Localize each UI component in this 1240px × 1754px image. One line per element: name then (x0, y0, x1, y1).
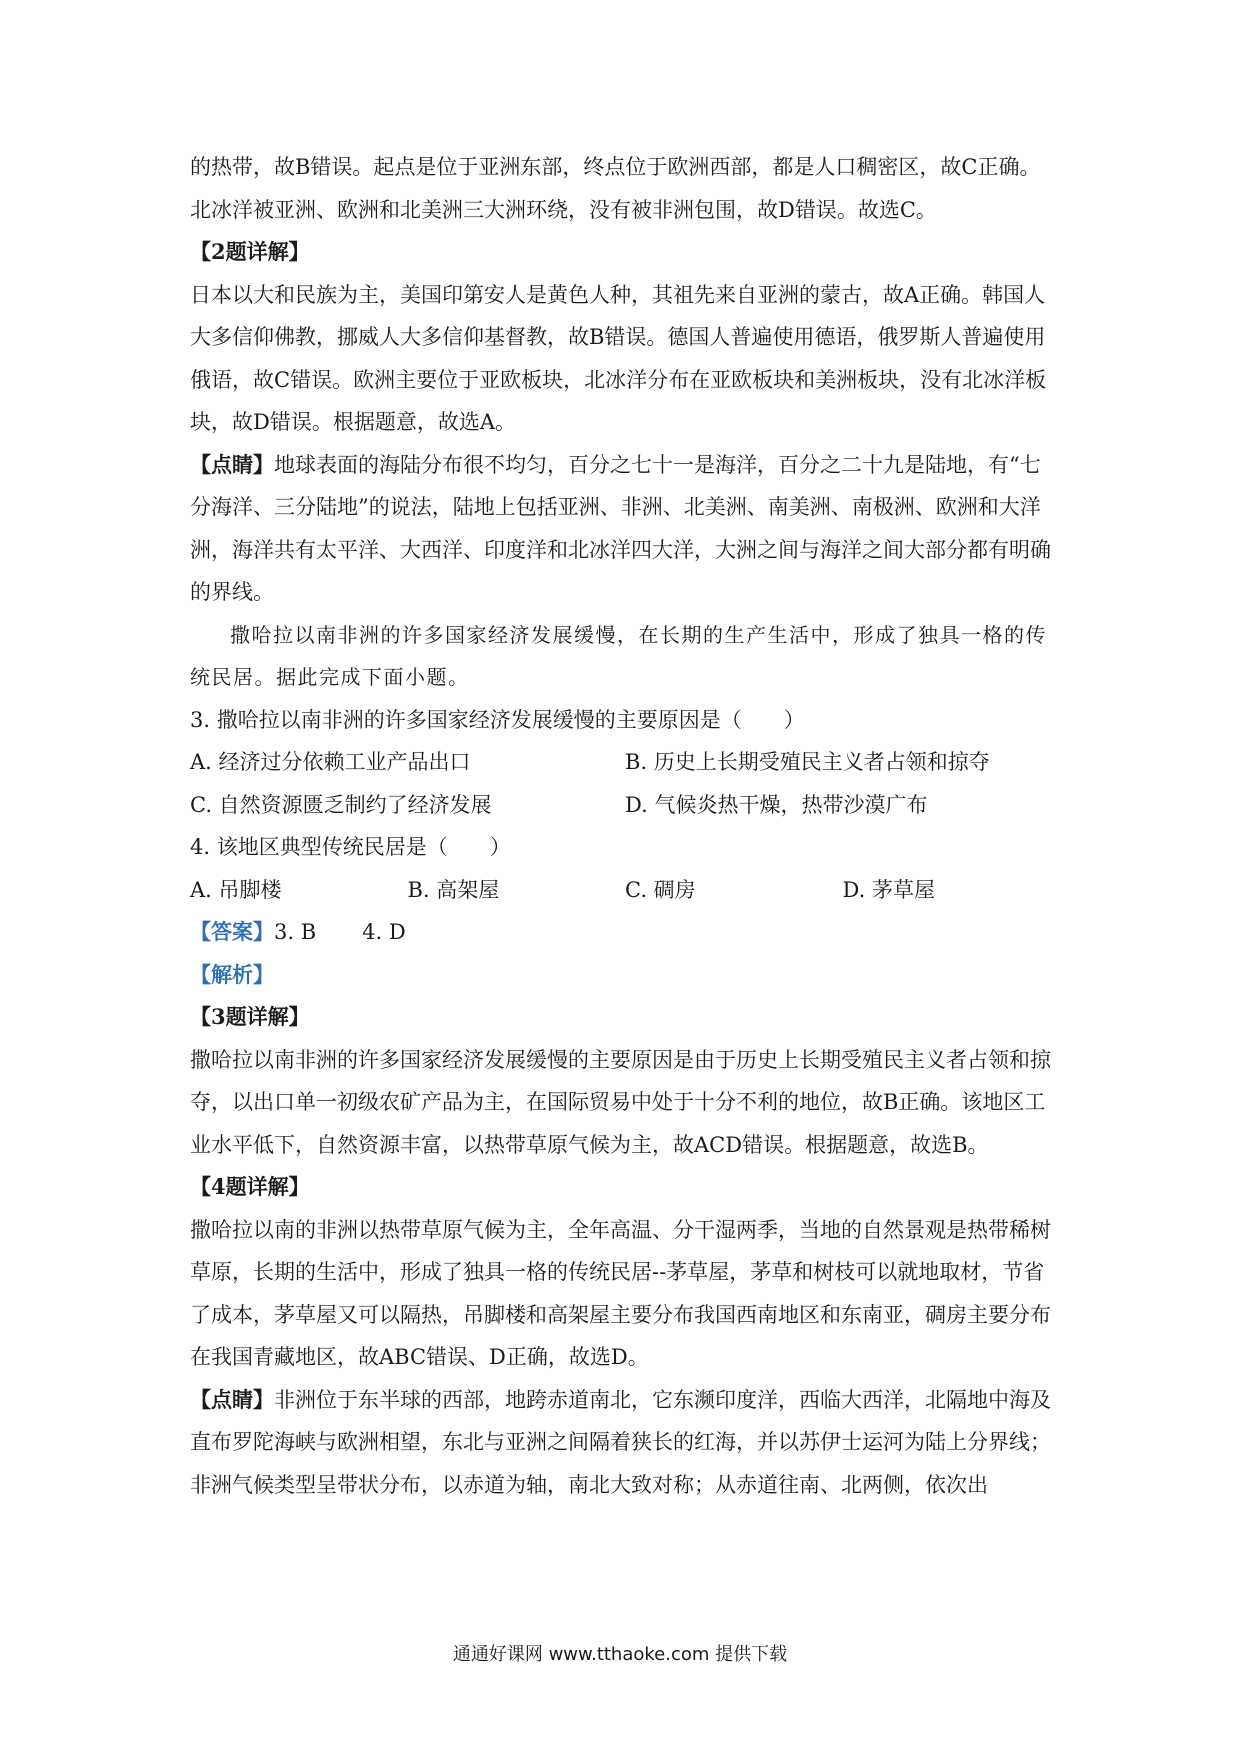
paragraph: 日本以大和民族为主，美国印第安人是黄色人种，其祖先来自亚洲的蒙古，故A正确。韩国人大多信仰佛教，挪威人大多信仰基督教，故B错误。德国人普遍使用德语，俄罗斯人普遍使用俄语，故C错误。欧洲主要位于亚欧板块，北冰洋分布在亚欧板块和美洲板块，没有北冰洋板块，故D错误。根据题意，故选A。 (190, 282, 1047, 434)
section-heading: 【4题详解】 (190, 1174, 310, 1199)
passage: 撒哈拉以南非洲的许多国家经济发展缓慢，在长期的生产生活中，形成了独具一格的传统民居。据此完成下面小题。 (190, 622, 1047, 689)
option-3c: C. 自然资源匮乏制约了经济发展 (190, 792, 492, 817)
page-footer: 通通好课网 www.tthaoke.com 提供下载 (452, 1644, 788, 1665)
question-4: 4. 该地区典型传统民居是（ ） (190, 835, 511, 859)
paragraph: 的热带，故B错误。起点是位于亚洲东部，终点位于欧洲西部，都是人口稠密区，故C正确。北冰洋被亚洲、欧洲和北美洲三大洲环绕，没有被非洲包围，故D错误。故选C。 (190, 155, 1041, 222)
options-row (190, 869, 1060, 912)
tip-label: 【点睛】 (190, 1386, 274, 1412)
tip-text: 非洲位于东半球的西部，地跨赤道南北，它东濒印度洋，西临大西洋，北隔地中海及直布罗陀海峡与欧洲相望，东北与亚洲之间隔着狭长的红海，并以苏伊士运河为陆上分界线；非洲气候类型呈带状分布，以赤道为轴，南北大致对称；从赤道往南、北两侧，依次出 (190, 1387, 1051, 1497)
option-3d: D. 气候炎热干燥，热带沙漠广布 (625, 792, 928, 817)
answer-3: 3. B (274, 920, 317, 944)
option-4a: A. 吊脚楼 (190, 877, 282, 902)
analysis-label: 【解析】 (190, 961, 274, 987)
options-row (190, 741, 1060, 784)
section-heading: 【2题详解】 (190, 239, 310, 264)
document-body (190, 146, 1060, 1506)
answer-label: 【答案】 (190, 919, 274, 944)
option-4b: B. 高架屋 (407, 877, 500, 902)
question-3: 3. 撒哈拉以南非洲的许多国家经济发展缓慢的主要原因是（ ） (190, 707, 805, 732)
tip-text: 地球表面的海陆分布很不均匀，百分之七十一是海洋，百分之二十九是陆地，有“七分海洋、三分陆地”的说法，陆地上包括亚洲、非洲、北美洲、南美洲、南极洲、欧洲和大洋洲，海洋共有太平洋、大西洋、印度洋和北冰洋四大洋，大洲之间与海洋之间大部分都有明确的界线。 (190, 452, 1051, 604)
option-4c: C. 碉房 (625, 877, 696, 902)
tip-label: 【点睛】 (190, 451, 274, 477)
options-row (190, 784, 1060, 827)
paragraph: 撒哈拉以南的非洲以热带草原气候为主，全年高温、分干湿两季，当地的自然景观是热带稀树草原，长期的生活中，形成了独具一格的传统民居--茅草屋，茅草和树枝可以就地取材，节省了成本，茅草屋又可以隔热，吊脚楼和高架屋主要分布我国西南地区和东南亚，碉房主要分布在我国青藏地区，故ABC错误、D正确，故选D。 (190, 1217, 1051, 1369)
option-4d: D. 茅草屋 (842, 877, 935, 902)
option-3a: A. 经济过分依赖工业产品出口 (190, 750, 471, 774)
answer-4: 4. D (362, 920, 406, 944)
section-heading: 【3题详解】 (190, 1004, 310, 1029)
option-3b: B. 历史上长期受殖民主义者占领和掠夺 (625, 750, 990, 774)
tip-paragraph (190, 444, 1060, 614)
answer-line (190, 911, 1060, 954)
paragraph: 撒哈拉以南非洲的许多国家经济发展缓慢的主要原因是由于历史上长期受殖民主义者占领和掠夺，以出口单一初级农矿产品为主，在国际贸易中处于十分不利的地位，故B正确。该地区工业水平低下，自然资源丰富，以热带草原气候为主，故ACD错误。根据题意，故选B。 (190, 1047, 1051, 1157)
tip-paragraph (190, 1379, 1060, 1507)
